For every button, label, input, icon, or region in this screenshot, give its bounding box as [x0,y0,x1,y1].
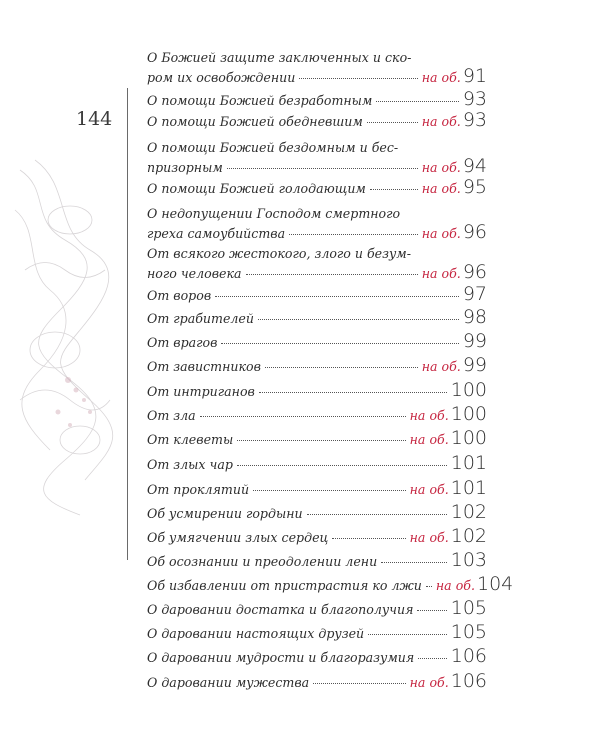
reverse-side-reference: на об. [421,70,461,85]
dot-leader [289,234,418,235]
toc-entry-title-line: ром их освобождении [147,70,296,85]
toc-entry-page-number: 100 [450,427,487,449]
toc-entry-page-number: 96 [462,261,487,283]
toc-entry-page-number: 102 [450,501,487,523]
dot-leader [370,189,418,190]
toc-entry-title-line: От клеветы [147,432,234,447]
dot-leader [237,465,447,466]
toc-entry-title-line: О помощи Божией голодающим [147,181,366,196]
toc-entry-page-number: 99 [462,330,487,352]
dot-leader [258,319,459,320]
toc-entry-title-line: От врагов [147,335,218,350]
toc-entry [147,111,487,131]
toc-entry-title-line: Об усмирении гордыни [147,506,303,521]
dot-leader [221,343,458,344]
dot-leader [200,416,406,417]
faded-ornament-illustration [10,150,118,520]
reverse-side-reference: на об. [421,160,461,175]
reverse-side-reference: на об. [421,266,461,281]
toc-entry-page-number: 102 [450,525,487,547]
dot-leader [418,658,447,659]
toc-entry-title-line: О помощи Божией бездомным и бес- [147,140,399,155]
dot-leader [299,78,417,79]
toc-entry-title-line: О помощи Божией обедневшим [147,114,363,129]
reverse-side-reference: на об. [421,114,461,129]
toc-entry-page-number: 105 [450,621,487,643]
toc-entry-title-line: От завистников [147,359,261,374]
toc-entry-title-line: О даровании мужества [147,675,310,690]
dot-leader [368,634,447,635]
toc-entry-page-number: 106 [450,670,487,692]
dot-leader [381,562,447,563]
reverse-side-reference: на об. [409,408,449,423]
toc-entry-title-line: От грабителей [147,311,254,326]
toc-entry [147,405,487,425]
toc-entry-title-line: ного человека [147,266,242,281]
toc-entry-page-number: 106 [450,645,487,667]
toc-entry-title-line: От зла [147,408,196,423]
toc-entry [147,551,487,571]
toc-entry-title-line: О даровании настоящих друзей [147,626,365,641]
toc-entry-page-number: 96 [462,221,487,243]
reverse-side-reference: на об. [435,578,475,593]
dot-leader [367,122,418,123]
dot-leader [246,274,418,275]
dot-leader [307,514,447,515]
toc-entry [147,49,487,87]
toc-entry [147,503,487,523]
toc-entry-page-number: 105 [450,597,487,619]
toc-entry-page-number: 100 [450,379,487,401]
toc-entry [147,245,487,283]
toc-entry-title-line: О даровании мудрости и благоразумия [147,650,415,665]
toc-entry [147,381,487,401]
toc-entry-title-line: призорным [147,160,223,175]
dot-leader [376,101,458,102]
dot-leader [237,440,405,441]
toc-entry-title-line: От интриганов [147,384,255,399]
dot-leader [313,683,405,684]
dot-leader [332,538,405,539]
toc-entry-page-number: 100 [450,403,487,425]
toc-entry [147,356,487,376]
vertical-rule [127,88,128,560]
toc-entry [147,429,487,449]
reverse-side-reference: на об. [409,432,449,447]
toc-entry [147,308,487,328]
toc-entry-page-number: 101 [450,477,487,499]
dot-leader [265,367,418,368]
toc-entry-page-number: 95 [462,176,487,198]
toc-entry-title-line: Об умягчении злых сердец [147,530,329,545]
toc-entry-title-line: О Божией защите заключенных и ско- [147,50,412,65]
dot-leader [417,610,446,611]
toc-entry-title-line: От проклятий [147,482,250,497]
dot-leader [227,168,418,169]
toc-entry [147,205,487,243]
toc-entry [147,672,487,692]
toc-entry-title-line: Об осознании и преодолении лени [147,554,378,569]
dot-leader [215,296,459,297]
reverse-side-reference: на об. [421,226,461,241]
toc-entry-title-line: Об избавлении от пристрастия ко лжи [147,578,422,593]
toc-entry [147,454,487,474]
reverse-side-reference: на об. [409,530,449,545]
toc-entry [147,479,487,499]
dot-leader [253,490,406,491]
dot-leader [426,586,432,587]
toc-entry [147,285,487,305]
toc-entry-page-number: 93 [462,109,487,131]
toc-entry [147,178,487,198]
toc-entry-title-line: От всякого жестокого, злого и безум- [147,246,411,261]
toc-entry-page-number: 103 [450,549,487,571]
toc-entry-page-number: 93 [462,88,487,110]
toc-entry-title-line: О недопущении Господом смертного [147,206,401,221]
dot-leader [259,392,447,393]
reverse-side-reference: на об. [421,181,461,196]
toc-entry-title-line: От воров [147,288,212,303]
toc-entry [147,647,487,667]
toc-entry [147,573,514,595]
reverse-side-reference: на об. [409,675,449,690]
page-number: 144 [76,108,113,130]
toc-entry [147,623,487,643]
reverse-side-reference: на об. [409,482,449,497]
toc-entry [147,90,487,110]
toc-entry-page-number: 94 [462,155,487,177]
toc-entry-title-line: греха самоубийства [147,226,286,241]
reverse-side-reference: на об. [421,359,461,374]
toc-entry-page-number: 98 [462,306,487,328]
toc-entry-page-number: 99 [462,354,487,376]
toc-entry-page-number: 101 [450,452,487,474]
toc-entry-page-number: 104 [476,573,514,595]
toc-entry [147,599,487,619]
toc-entry-page-number: 91 [462,65,487,87]
toc-entry-title-line: О помощи Божией безработным [147,93,373,108]
toc-entry-page-number: 97 [462,283,487,305]
toc-entry-title-line: О даровании достатка и благополучия [147,602,414,617]
toc-entry [147,527,487,547]
toc-entry [147,332,487,352]
toc-entry [147,139,487,177]
toc-entry-title-line: От злых чар [147,457,233,472]
